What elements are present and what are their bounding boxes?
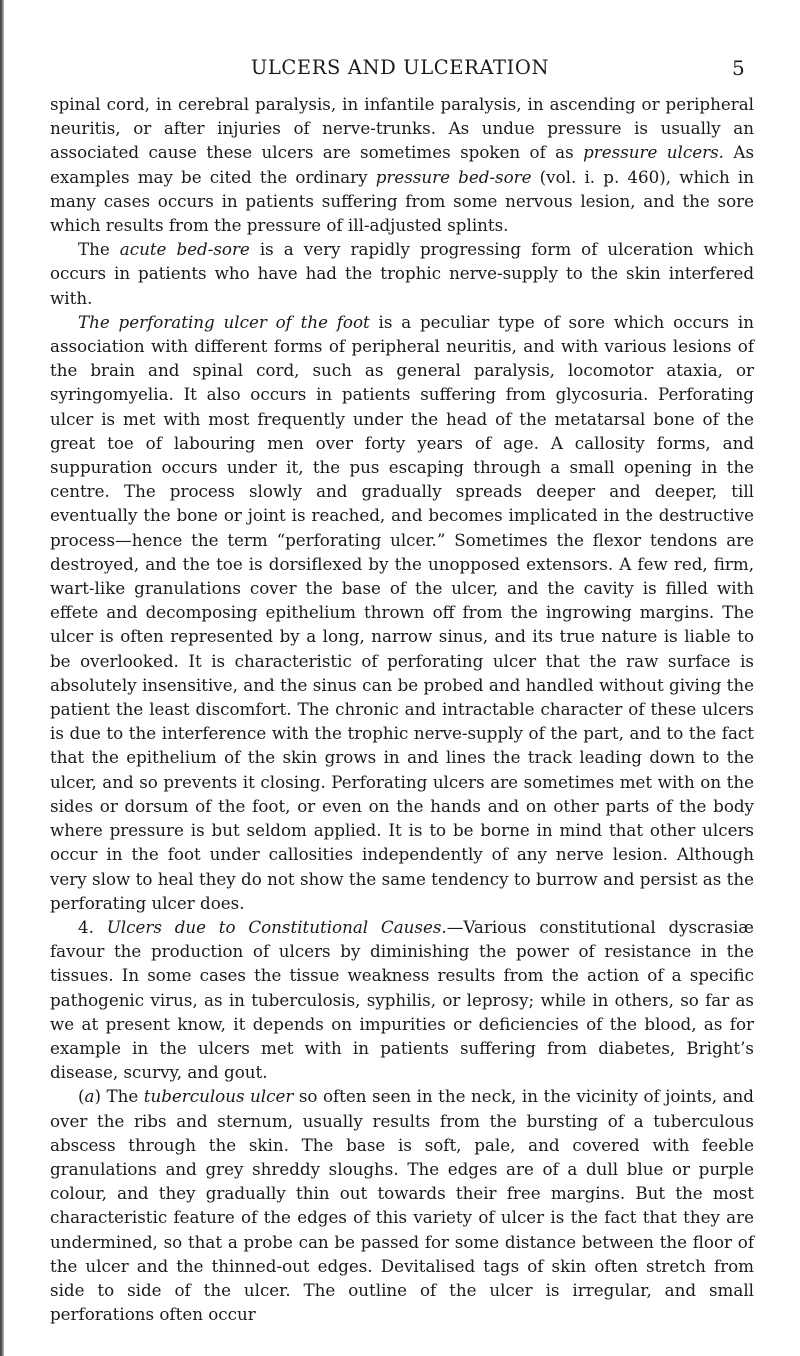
- paragraph: [50, 237, 754, 310]
- paragraph: [50, 92, 754, 237]
- page-binding-edge: [0, 0, 4, 1356]
- paragraph: [50, 915, 754, 1084]
- text-segment: 4.: [78, 916, 107, 937]
- italic-text-segment: The perforating ulcer of the foot: [78, 311, 370, 332]
- text-segment: so often seen in the neck, in the vicinity of joints, and over the ribs and sternum, usually results from the bursting of a tuberculous abscess through the skin. The base is soft, pale, and covered with feeble granulations and grey shreddy sloughs. The edges are of a dull blue or purple colour, and they gradually thin out towards their free margins. But the most characteristic feature of the edges of this variety of ulcer is the fact that they are undermined, so that a probe can be passed for some distance between the floor of the ulcer and the thinned-out edges. Devitalised tags of skin often stretch from side to side of the ulcer. The outline of the ulcer is irregular, and small perforations often occur: [50, 1086, 754, 1325]
- text-segment: —Various constitutional dyscrasiæ favour the production of ulcers by diminishing the power of resistance in the tissues. In some cases the tissue weakness results from the action of a specific pathogenic virus, as in tuberculosis, syphilis, or leprosy; while in others, so far as we at present know, it depends on impurities or deficiencies of the blood, as for example in the ulcers met with in patients suffering from diabetes, Bright’s disease, scurvy, and gout.: [50, 916, 754, 1083]
- text-segment: ) The: [94, 1086, 144, 1107]
- italic-text-segment: tuberculous ulcer: [143, 1086, 294, 1107]
- paragraph: [50, 1084, 754, 1326]
- text-segment: is a very rapidly progressing form of ulceration which occurs in patients who have had the trophic nerve-supply to the skin interfered with.: [50, 239, 754, 308]
- text-segment: is a peculiar type of sore which occurs in association with different forms of peripheral neuritis, and with various lesions of the brain and spinal cord, such as general paralysis, locomotor ataxia, or syringomyelia. It also occurs in patients suffering from glycosuria. Perforating ulcer is met with most frequently under the head of the metatarsal bone of the great toe of labouring men over forty years of age. A callosity forms, and suppuration occurs under it, the pus escaping through a small opening in the centre. The process slowly and gradually spreads deeper and deeper, till eventually the bone or joint is reached, and becomes implicated in the destructive process—hence the term “perforating ulcer.” Sometimes the flexor tendons are destroyed, and the toe is dorsiflexed by the unopposed extensors. A few red, firm, wart-like granulations cover the base of the ulcer, and the cavity is filled with effete and decomposing epithelium thrown off from the ingrowing margins. The ulcer is often represented by a long, narrow sinus, and its true nature is liable to be overlooked. It is characteristic of perforating ulcer that the raw surface is absolutely insensitive, and the sinus can be probed and handled without giving the patient the least discomfort. The chronic and intractable character of these ulcers is due to the interference with the trophic nerve-supply of the part, and to the fact that the epithelium of the skin grows in and lines the track leading down to the ulcer, and so prevents it closing. Perforating ulcers are sometimes met with on the sides or dorsum of the foot, or even on the hands and on other parts of the body where pressure is but seldom applied. It is to be borne in mind that other ulcers occur in the foot under callosities independently of any nerve lesion. Although very slow to heal they do not show the same tendency to burrow and persist as the perforating ulcer does.: [50, 311, 754, 913]
- body-text: [50, 92, 754, 1326]
- text-segment: The: [78, 239, 120, 260]
- text-segment: (: [78, 1086, 85, 1107]
- page-number: 5: [732, 56, 745, 80]
- text-segment: As examples may be cited the ordinary: [50, 142, 755, 187]
- italic-text-segment: acute bed-sore: [119, 239, 250, 260]
- italic-text-segment: Ulcers due to Constitutional Causes.: [106, 916, 447, 937]
- text-segment: spinal cord, in cerebral paralysis, in infantile paralysis, in ascending or peripheral neuritis, or after injuries of nerve-trunks. As undue pressure is usually an associated cause these ulcers are sometimes spoken of as: [50, 94, 754, 163]
- paragraph: [50, 310, 754, 915]
- italic-text-segment: a: [84, 1086, 95, 1107]
- italic-text-segment: pressure ulcers.: [583, 142, 724, 163]
- text-segment: (vol. i. p. 460), which in many cases occurs in patients suffering from some nervous lesion, and the sore which results from the pressure of ill-adjusted splints.: [50, 166, 754, 236]
- italic-text-segment: pressure bed-sore: [375, 166, 532, 187]
- running-title: ULCERS AND ULCERATION: [250, 56, 550, 79]
- page-header: [0, 56, 800, 80]
